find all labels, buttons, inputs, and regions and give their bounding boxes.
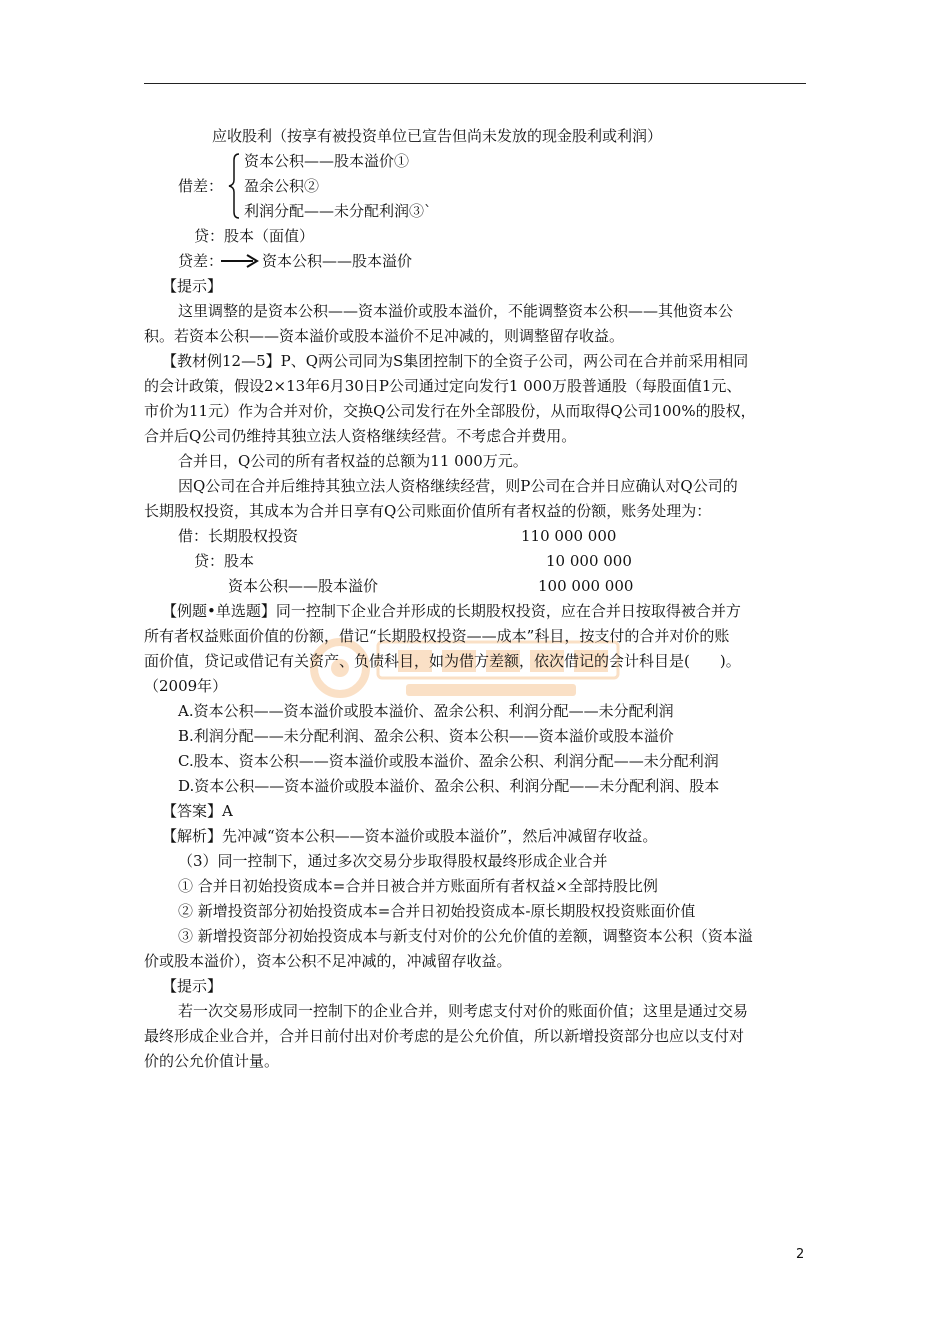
left-brace-icon — [226, 152, 242, 220]
journal-debit-amount: 110 000 000 — [521, 527, 617, 545]
tip-paragraph-line: 积。若资本公积——资本溢价或股本溢价不足冲减的，则调整留存收益。 — [144, 327, 625, 345]
option-d: D.资本公积——资本溢价或股本溢价、盈余公积、利润分配——未分配利润、股本 — [178, 777, 720, 795]
tip-heading: 【提示】 — [162, 977, 223, 995]
example-paragraph-line: 合并日，Q公司的所有者权益的总额为11 000万元。 — [178, 452, 528, 470]
tip-paragraph-line: 最终形成企业合并，合并日前付出对价考虑的是公允价值，所以新增投资部分也应以支付对 — [144, 1027, 745, 1045]
option-a: A.资本公积——资本溢价或股本溢价、盈余公积、利润分配——未分配利润 — [178, 702, 674, 720]
option-b: B.利润分配——未分配利润、盈余公积、资本公积——资本溢价或股本溢价 — [178, 727, 674, 745]
credit-diff-label: 贷差： — [178, 252, 224, 270]
page-number: 2 — [796, 1247, 805, 1262]
question-paragraph-line: 【例题•单选题】同一控制下企业合并形成的长期股权投资，应在合并日按取得被合并方 — [162, 602, 741, 620]
arrow-right-icon — [219, 253, 261, 269]
line-dividend: 应收股利（按享有被投资单位已宣告但尚未发放的现金股利或利润） — [212, 127, 663, 145]
numbered-item: ③ 新增投资部分初始投资成本与新支付对价的公允价值的差额，调整资本公积（资本溢 — [178, 927, 753, 945]
header-rule — [144, 83, 806, 84]
journal-credit-account: 资本公积——股本溢价 — [228, 577, 379, 595]
question-paragraph-line: 面价值，贷记或借记有关资产、负债科目，如为借方差额，依次借记的会计科目是( )。 — [144, 652, 741, 670]
option-c: C.股本、资本公积——资本溢价或股本溢价、盈余公积、利润分配——未分配利润 — [178, 752, 719, 770]
journal-credit-amount: 10 000 000 — [546, 552, 632, 570]
question-paragraph-line: 所有者权益账面价值的份额，借记“长期股权投资——成本”科目，按支付的合并对价的账 — [144, 627, 730, 645]
example-paragraph-line: 长期股权投资，其成本为合并日享有Q公司账面价值所有者权益的份额，账务处理为： — [144, 502, 712, 520]
example-paragraph-line: 因Q公司在合并后维持其独立法人资格继续经营，则P公司在合并日应确认对Q公司的 — [178, 477, 738, 495]
analysis: 【解析】先冲减“资本公积——资本溢价或股本溢价”，然后冲减留存收益。 — [162, 827, 658, 845]
credit-diff-item: 资本公积——股本溢价 — [262, 252, 413, 270]
debit-item-profit-distribution: 利润分配——未分配利润③` — [244, 202, 432, 220]
journal-credit-amount: 100 000 000 — [538, 577, 634, 595]
debit-item-capital-reserve: 资本公积——股本溢价① — [244, 152, 410, 170]
journal-debit-account: 借：长期股权投资 — [178, 527, 299, 545]
credit-share-capital: 贷：股本（面值） — [194, 227, 315, 245]
example-paragraph-line: 合并后Q公司仍维持其独立法人资格继续经营。不考虑合并费用。 — [144, 427, 577, 445]
tip-heading: 【提示】 — [162, 277, 223, 295]
debit-item-surplus-reserve: 盈余公积② — [244, 177, 320, 195]
example-paragraph-line: 的会计政策，假设2×13年6月30日P公司通过定向发行1 000万股普通股（每股面值1元、 — [144, 377, 742, 395]
numbered-item: ① 合并日初始投资成本=合并日被合并方账面所有者权益×全部持股比例 — [178, 877, 658, 895]
answer: 【答案】A — [162, 802, 233, 820]
tip-paragraph-line: 价的公允价值计量。 — [144, 1052, 280, 1070]
numbered-item-continued: 价或股本溢价），资本公积不足冲减的，冲减留存收益。 — [144, 952, 512, 970]
tip-paragraph-line: 这里调整的是资本公积——资本溢价或股本溢价，不能调整资本公积——其他资本公 — [178, 302, 734, 320]
tip-paragraph-line: 若一次交易形成同一控制下的企业合并，则考虑支付对价的账面价值；这里是通过交易 — [178, 1002, 749, 1020]
journal-credit-account: 贷：股本 — [194, 552, 255, 570]
example-paragraph-line: 【教材例12—5】P、Q两公司同为S集团控制下的全资子公司，两公司在合并前采用相同 — [162, 352, 749, 370]
question-year: （2009年） — [144, 677, 228, 695]
numbered-item: ② 新增投资部分初始投资成本=合并日初始投资成本-原长期股权投资账面价值 — [178, 902, 696, 920]
section-heading: （3）同一控制下，通过多次交易分步取得股权最终形成企业合并 — [178, 852, 608, 870]
example-paragraph-line: 市价为11元）作为合并对价，交换Q公司发行在外全部股份，从而取得Q公司100%的股权， — [144, 402, 756, 420]
debit-diff-label: 借差： — [178, 177, 224, 195]
